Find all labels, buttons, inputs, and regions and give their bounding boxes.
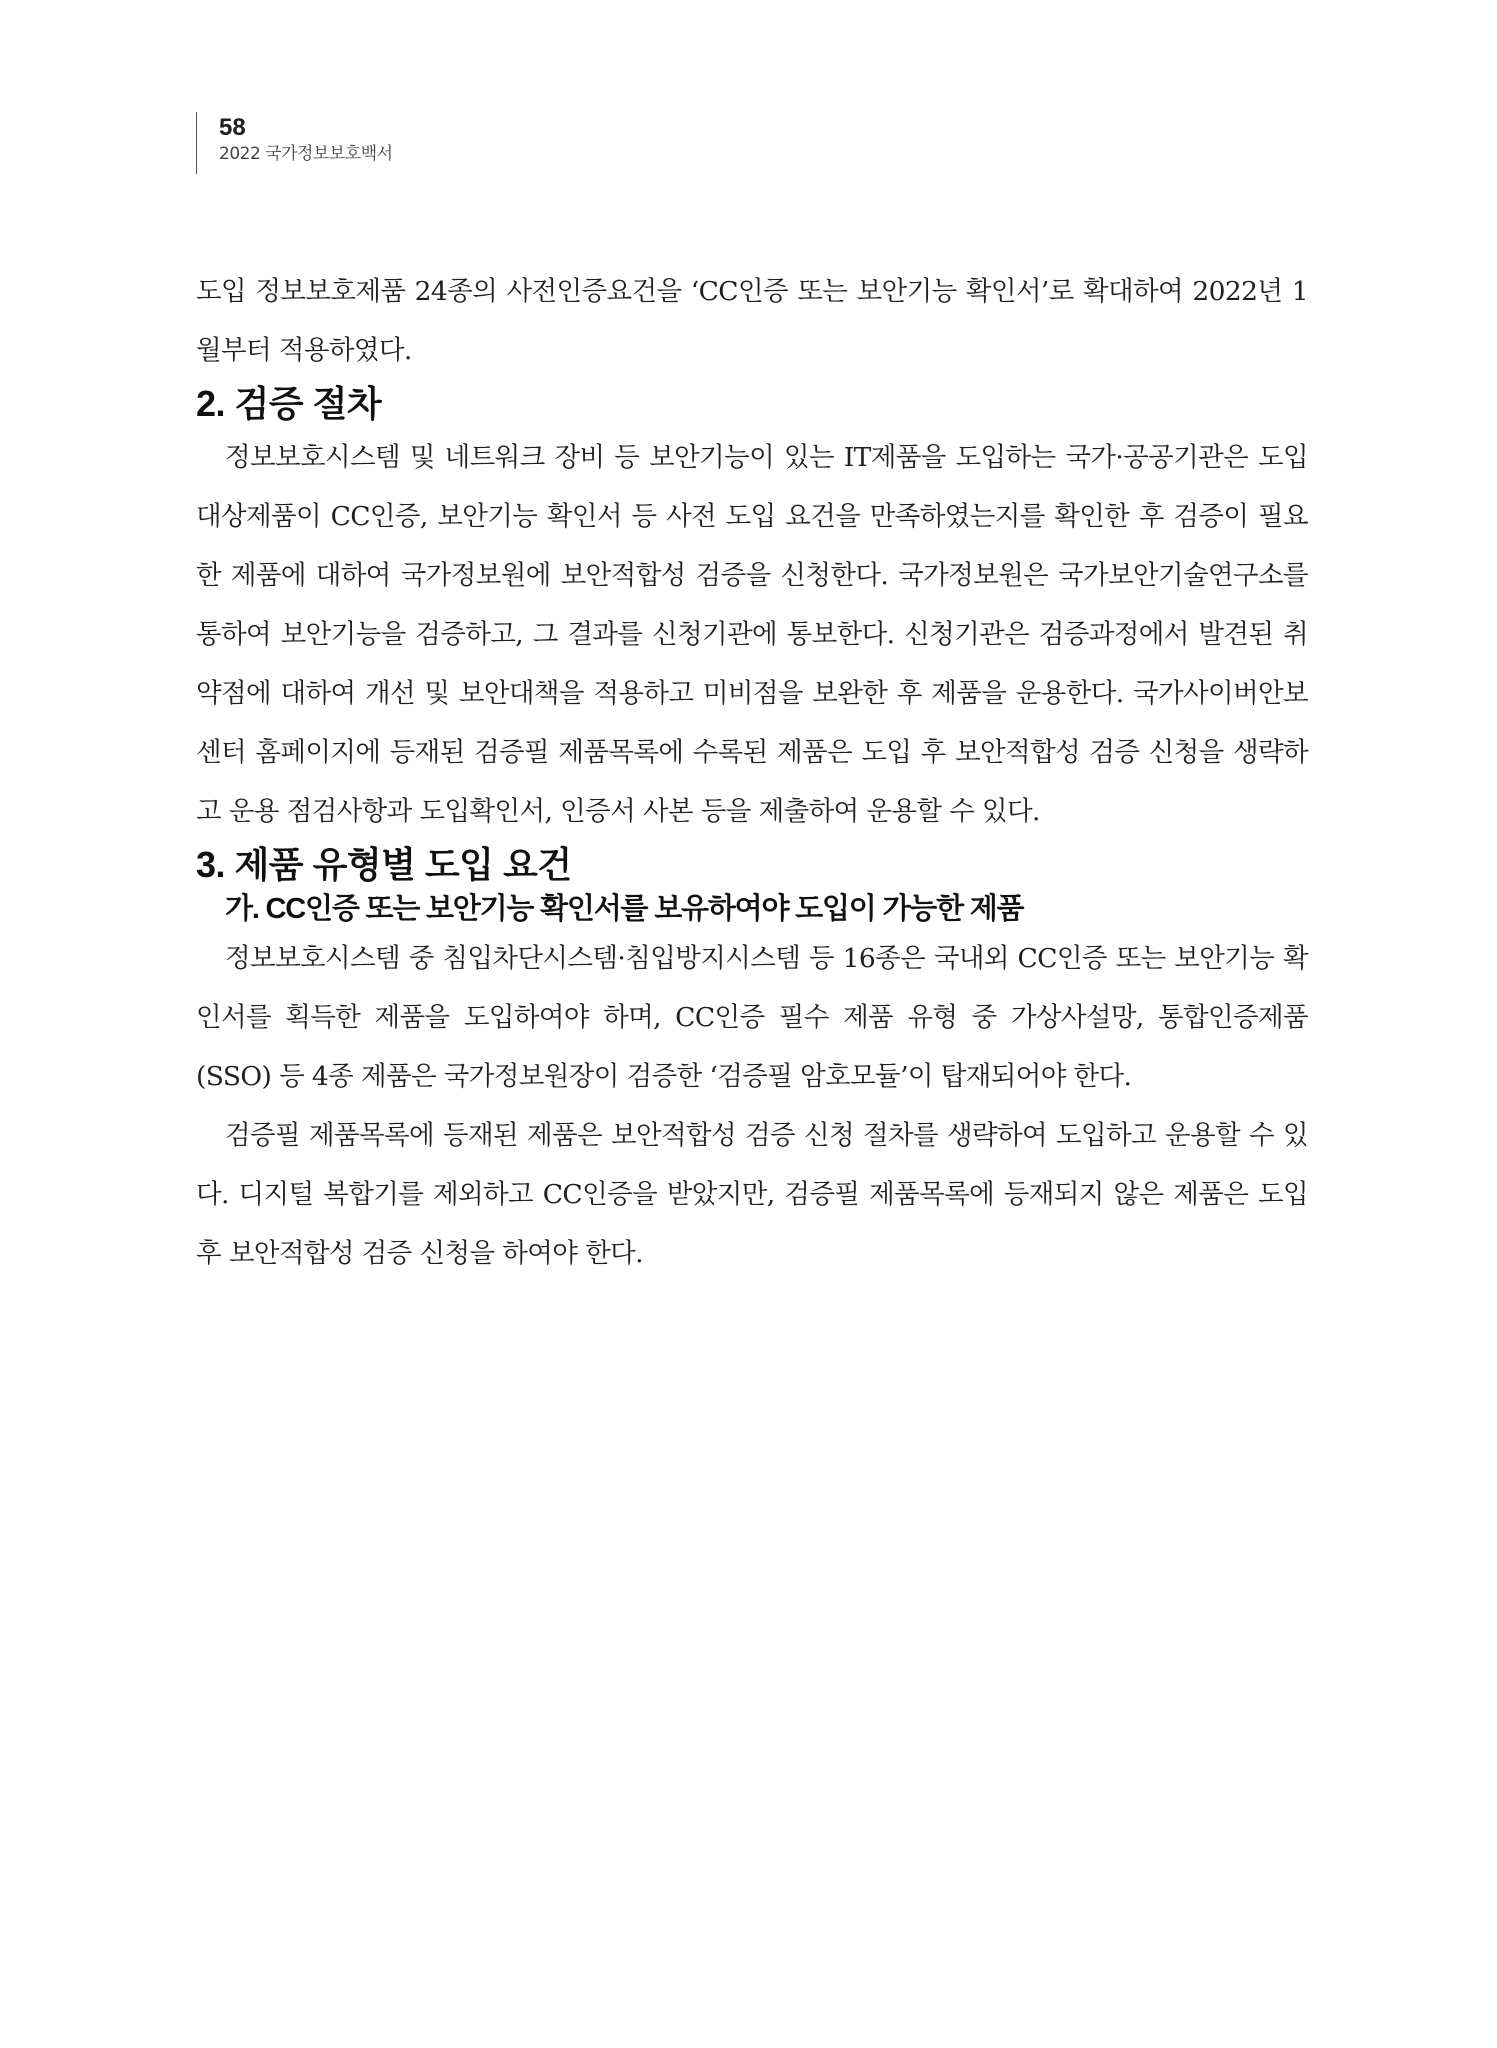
subsection-a-paragraph-2: 검증필 제품목록에 등재된 제품은 보안적합성 검증 신청 절차를 생략하여 도입하고 운용할 수 있다. 디지털 복합기를 제외하고 CC인증을 받았지만, 검증필 제품목록에 등재되지 않은 제품은 도입 후 보안적합성 검증 신청을 하여야 한다. [196, 1120, 1308, 1269]
page-number: 58 [219, 114, 246, 141]
subsection-a-heading: 가. CC인증 또는 보안기능 확인서를 보유하여야 도입이 가능한 제품 [225, 893, 1024, 925]
section-2-paragraph: 정보보호시스템 및 네트워크 장비 등 보안기능이 있는 IT제품을 도입하는 국가·공공기관은 도입 대상제품이 CC인증, 보안기능 확인서 등 사전 도입 요건을 만족하였는지를 확인한 후 검증이 필요한 제품에 대하여 국가정보원에 보안적합성 검증을 신청한다. 국가정보원은 국가보안기술연구소를 통하여 보안기능을 검증하고, 그 결과를 신청기관에 통보한다. 신청기관은 검증과정에서 발견된 취약점에 대하여 개선 및 보안대책을 적용하고 미비점을 보완한 후 제품을 운용한다. 국가사이버안보센터 홈페이지에 등재된 검증필 제품목록에 수록된 제품은 도입 후 보안적합성 검증 신청을 생략하고 운용 점검사항과 도입확인서, 인증서 사본 등을 제출하여 운용할 수 있다. [196, 442, 1308, 827]
section-2-heading: 2. 검증 절차 [196, 383, 382, 424]
section-3-heading: 3. 제품 유형별 도입 요건 [196, 844, 572, 885]
page-content [196, 262, 1308, 1283]
page-header [196, 112, 393, 174]
subsection-a-paragraph-1: 정보보호시스템 중 침입차단시스템·침입방지시스템 등 16종은 국내외 CC인증 또는 보안기능 확인서를 획득한 제품을 도입하여야 하며, CC인증 필수 제품 유형 중 가상사설망, 통합인증제품(SSO) 등 4종 제품은 국가정보원장이 검증한 ‘검증필 암호모듈’이 탑재되어야 한다. [196, 943, 1308, 1092]
intro-paragraph: 도입 정보보호제품 24종의 사전인증요건을 ‘CC인증 또는 보안기능 확인서’로 확대하여 2022년 1월부터 적용하였다. [196, 276, 1308, 366]
book-title: 2022 국가정보보호백서 [219, 144, 393, 164]
